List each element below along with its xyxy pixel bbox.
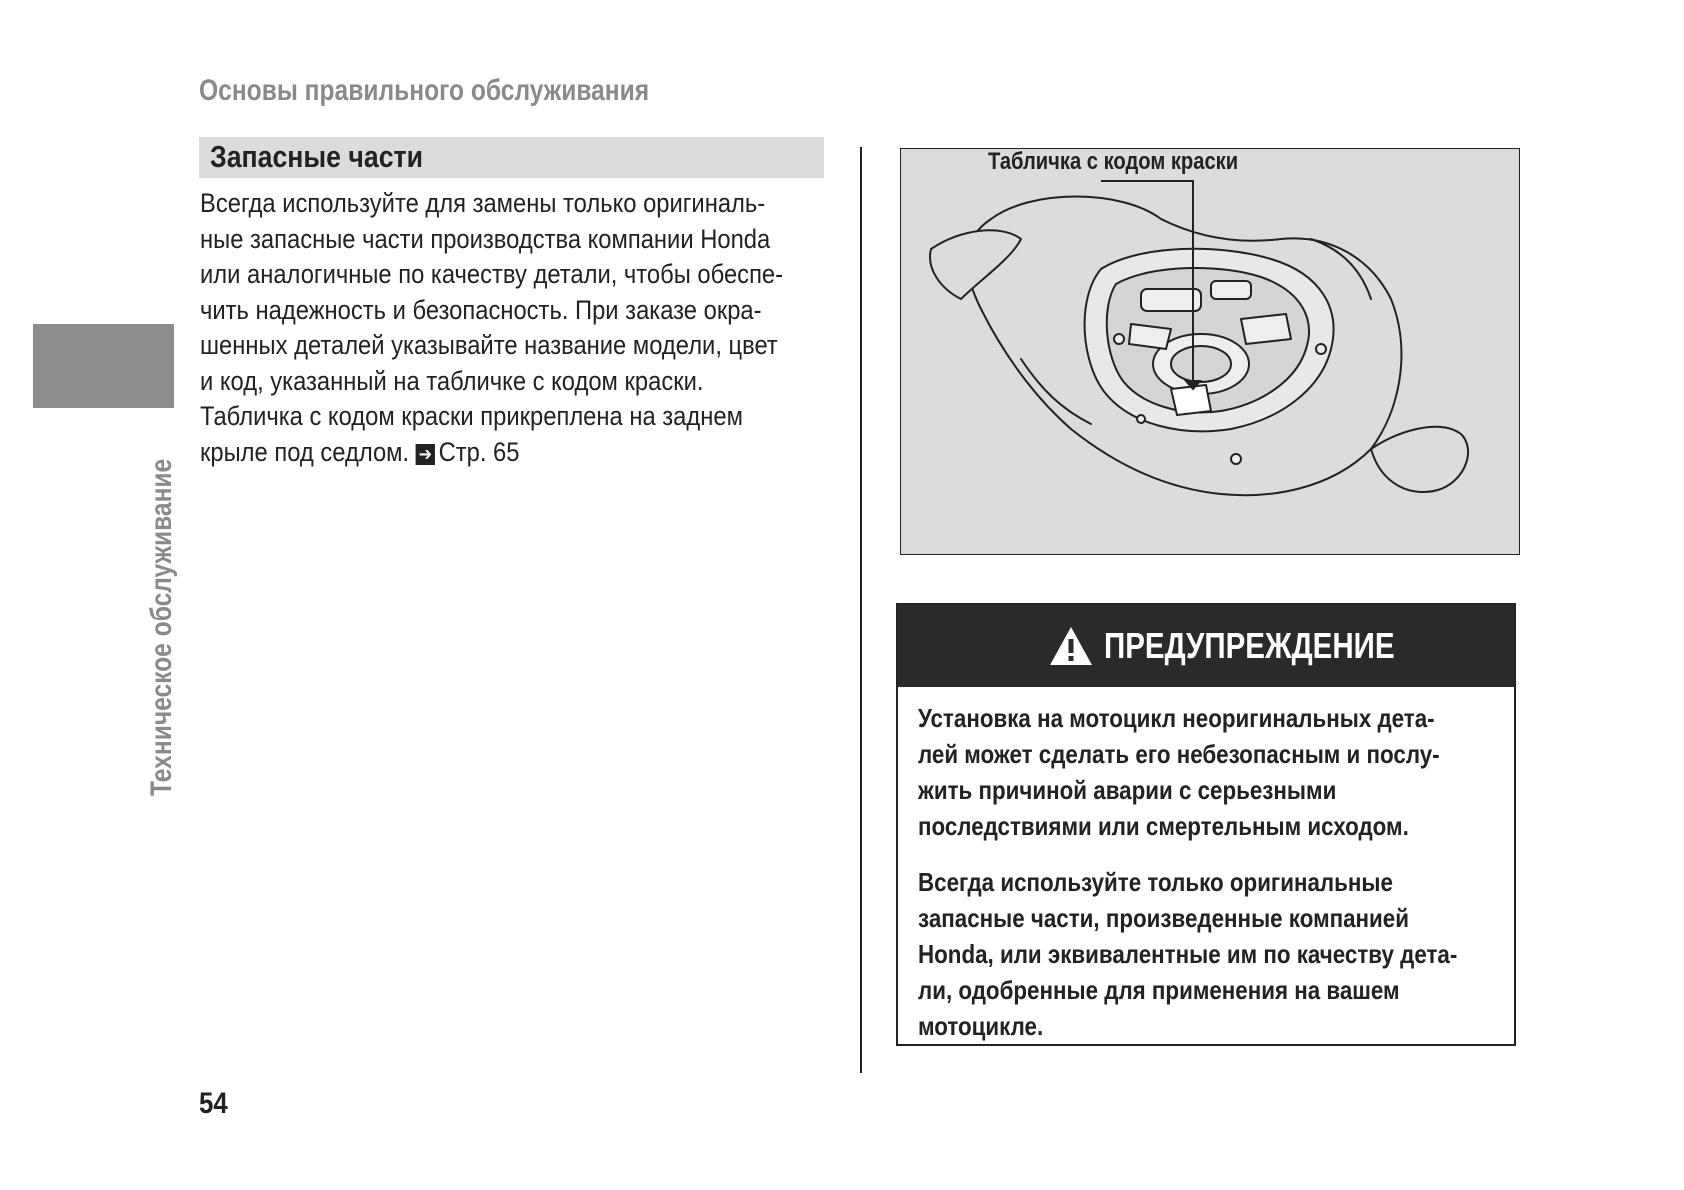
warning-line: мотоцикле. <box>918 1011 1044 1041</box>
warning-line: лей может сделать его небезопасным и послу- <box>918 739 1440 769</box>
figure-panel <box>900 148 1520 555</box>
warning-title: ПРЕДУПРЕЖДЕНИЕ <box>1104 625 1395 666</box>
body-line: ные запасные части производства компании Honda <box>200 223 771 254</box>
warning-paragraph-2 <box>918 864 1545 1044</box>
warning-header <box>898 605 1514 687</box>
warning-triangle-icon <box>1048 625 1094 667</box>
warning-line: запасные части, произведенные компанией <box>918 903 1409 933</box>
body-line: и код, указанный на табличке с кодом краски. <box>200 365 704 396</box>
warning-line: ли, одобренные для применения на вашем <box>918 975 1400 1005</box>
body-line: чить надежность и безопасность. При заказе окра- <box>200 294 762 325</box>
body-line: Всегда используйте для замены только оригиналь- <box>200 188 766 218</box>
column-divider <box>860 147 862 1073</box>
page-number: 54 <box>199 1087 228 1120</box>
page-title: Запасные части <box>210 139 423 174</box>
warning-line: последствиями или смертельным исходом. <box>918 811 1409 841</box>
side-tab-marker <box>33 324 174 408</box>
figure-callout-label: Табличка с кодом краски <box>988 148 1239 175</box>
warning-line: жить причиной аварии с серьезными <box>918 775 1337 805</box>
warning-line: Honda, или эквивалентные им по качеству дета- <box>918 939 1458 969</box>
body-text <box>200 186 840 470</box>
body-line-text: крыле под седлом. <box>200 436 410 467</box>
body-line: шенных деталей указывайте название модели, цвет <box>200 330 778 360</box>
section-header: Основы правильного обслуживания <box>199 74 650 107</box>
body-line-last <box>200 435 763 471</box>
page-ref-link[interactable]: Стр. 65 <box>438 436 520 467</box>
page-ref-arrow-icon[interactable]: ➔ <box>416 444 435 465</box>
motorcycle-seat-area-illustration <box>901 149 1521 556</box>
side-tab-label: Техническое обслуживание <box>145 458 178 796</box>
warning-paragraph-1 <box>918 700 1525 844</box>
warning-line: Установка на мотоцикл неоригинальных дета- <box>918 703 1435 733</box>
warning-line: Всегда используйте только оригинальные <box>918 867 1393 897</box>
body-line: Табличка с кодом краски прикреплена на заднем <box>200 401 743 431</box>
warning-box <box>896 603 1516 1046</box>
body-line: или аналогичные по качеству детали, чтобы обеспе- <box>200 259 784 289</box>
